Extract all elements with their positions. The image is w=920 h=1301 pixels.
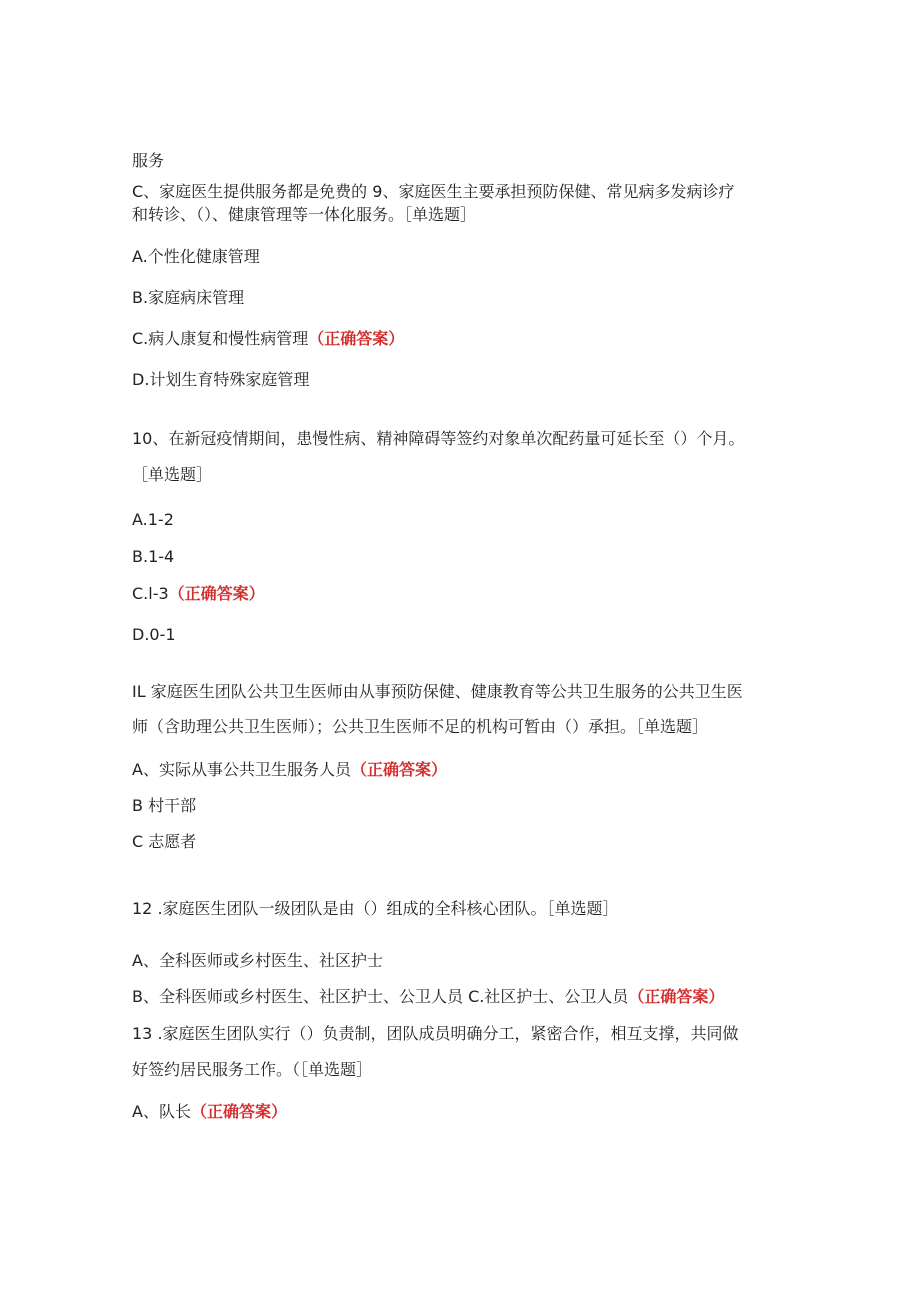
correct-answer-tag: （正确答案） — [308, 329, 405, 348]
option-b: B 村干部 — [132, 796, 197, 815]
option-d: D.计划生育特殊家庭管理 — [132, 370, 310, 389]
question-11: IL 家庭医生团队公共卫生医师由从事预防保健、健康教育等公共卫生服务的公共卫生医 — [132, 682, 743, 701]
option-a: A、全科医师或乡村医生、社区护士 — [132, 951, 383, 970]
option-text: B、全科医师或乡村医生、社区护士、公卫人员 C.社区护士、公卫人员 — [132, 987, 629, 1006]
option-text: A、队长 — [132, 1102, 191, 1121]
correct-answer-tag: （正确答案） — [190, 1102, 287, 1121]
option-c — [132, 329, 404, 349]
correct-answer-tag: （正确答案） — [628, 987, 725, 1006]
question-12: 12 .家庭医生团队一级团队是由（）组成的全科核心团队。［单选题］ — [132, 899, 619, 918]
question-13-cont: 好签约居民服务工作。（［单选题］ — [132, 1060, 373, 1079]
option-a: A.1-2 — [132, 510, 174, 529]
option-bc — [132, 987, 724, 1007]
option-a — [132, 1102, 287, 1122]
option-b: B.1-4 — [132, 547, 175, 566]
option-text: A、实际从事公共卫生服务人员 — [132, 760, 351, 779]
text-line: 服务 — [132, 151, 165, 170]
correct-answer-tag: （正确答案） — [350, 760, 447, 779]
question-13: 13 .家庭医生团队实行（）负责制，团队成员明确分工，紧密合作，相互支撑，共同做 — [132, 1024, 739, 1043]
option-a — [132, 760, 447, 780]
option-d: D.0-1 — [132, 625, 176, 644]
question-11-cont: 师（含助理公共卫生医师）；公共卫生医师不足的机构可暂由（）承担。［单选题］ — [132, 717, 709, 736]
question-type: ［单选题］ — [132, 465, 213, 484]
correct-answer-tag: （正确答案） — [168, 584, 265, 603]
option-c — [132, 584, 265, 604]
option-c: C 志愿者 — [132, 832, 197, 851]
question-10: 10、在新冠疫情期间，患慢性病、精神障碍等签约对象单次配药量可延长至（）个月。 — [132, 429, 745, 448]
text-line: 和转诊、（）、健康管理等一体化服务。［单选题］ — [132, 205, 477, 224]
option-b: B.家庭病床管理 — [132, 288, 245, 307]
option-a: A.个性化健康管理 — [132, 247, 260, 266]
option-text: C.病人康复和慢性病管理 — [132, 329, 309, 348]
option-text: C.l-3 — [132, 584, 169, 603]
text-line: C、家庭医生提供服务都是免费的 9、家庭医生主要承担预防保健、常见病多发病诊疗 — [132, 182, 735, 201]
